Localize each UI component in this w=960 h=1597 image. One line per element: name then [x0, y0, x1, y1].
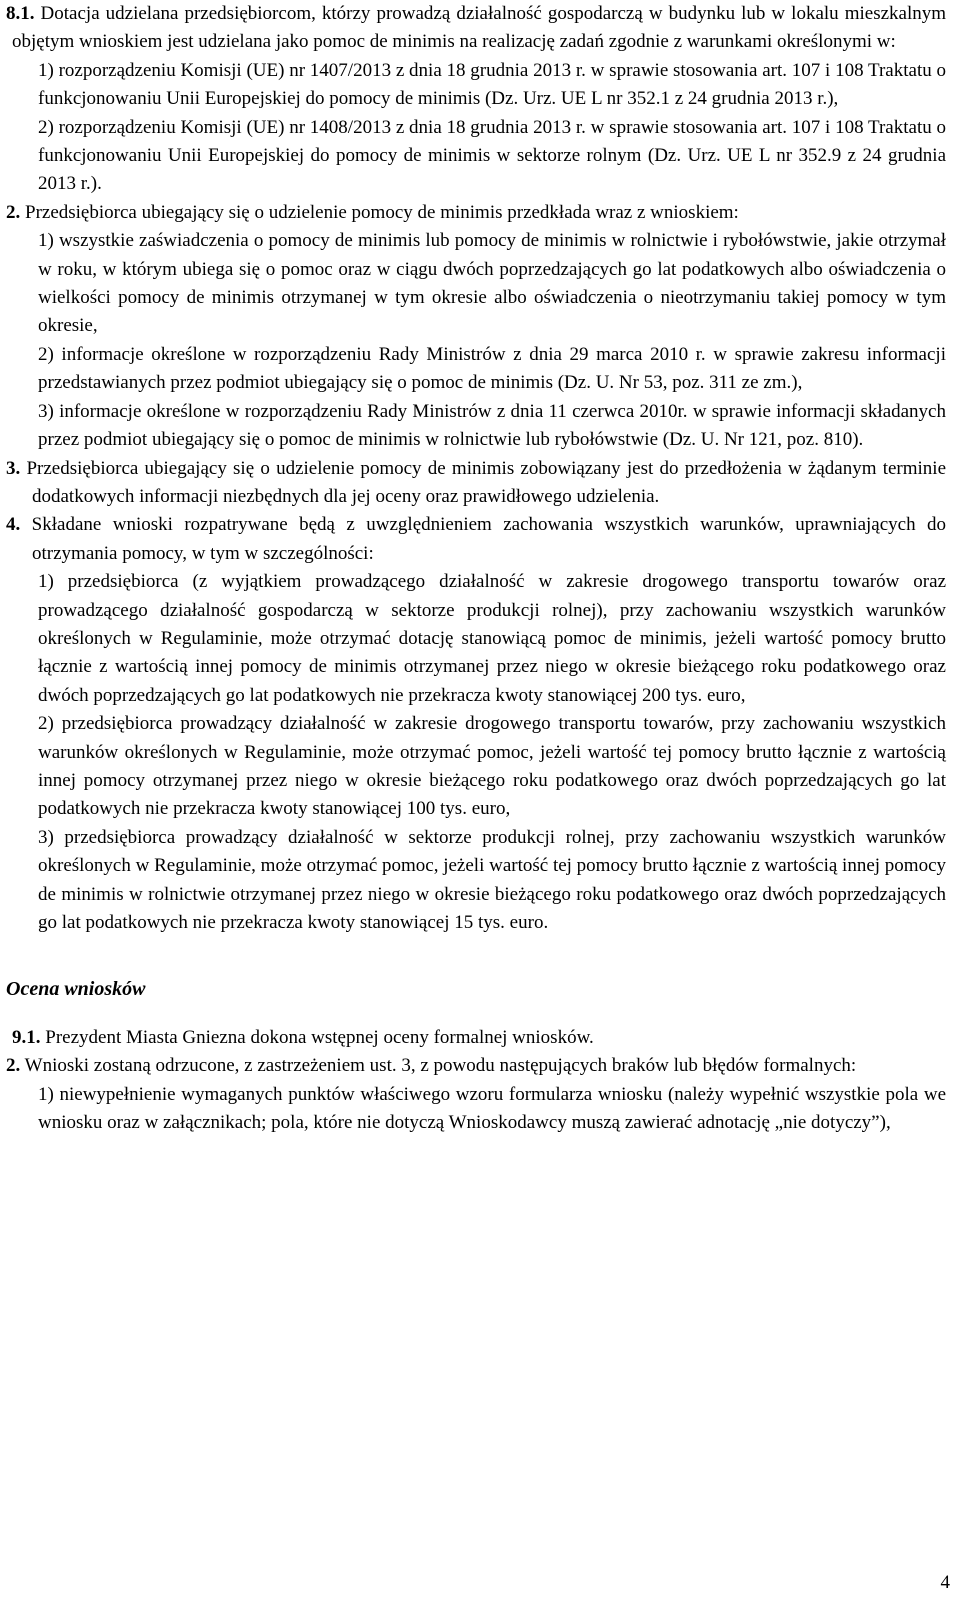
page-number: 4	[940, 1571, 950, 1593]
paragraph-number: 3.	[6, 457, 21, 479]
paragraph-number: 4.	[6, 514, 21, 536]
list-item: 3) przedsiębiorca prowadzący działalność w sektorze produkcji rolnej, przy zachowaniu wszystkich warunków określonych w Regulaminie, może otrzymać pomoc, jeżeli wartość tej pomocy brutto łącznie z wartością innej pomocy de minimis w rolnictwie otrzymanej przez niego w okresie bieżącego roku podatkowego oraz dwóch poprzedzających go lat podatkowych nie przekracza kwoty stanowiącej 15 tys. euro.	[38, 826, 947, 933]
paragraph-8-1	[6, 0, 946, 57]
paragraph-8-2	[6, 199, 946, 227]
paragraph-text: Prezydent Miasta Gniezna dokona wstępnej oceny formalnej wniosków.	[45, 1026, 594, 1048]
list-item: 1) przedsiębiorca (z wyjątkiem prowadzącego działalność w zakresie drogowego transportu towarów oraz prowadzącego działalność gospodarczą w sektorze produkcji rolnej), przy zachowaniu wszystkich warunków określonych w Regulaminie, może otrzymać dotację stanowiącą pomoc de minimis, jeżeli wartość pomocy brutto łącznie z wartością innej pomocy de minimis otrzymanej przez niego w okresie bieżącego roku podatkowego oraz dwóch poprzedzających go lat podatkowych nie przekracza kwoty stanowiącej 200 tys. euro,	[38, 571, 946, 706]
paragraph-number: 8.1.	[6, 3, 35, 24]
list-item: 1) niewypełnienie wymaganych punktów właściwego wzoru formularza wniosku (należy wypełnić wszystkie pola we wniosku oraz w załącznikach; pola, które nie dotyczą Wnioskodawcy muszą zawierać adnotację „nie dotyczy”),	[38, 1083, 946, 1134]
paragraph-number: 9.1.	[12, 1026, 41, 1048]
section-heading: Ocena wniosków	[6, 978, 146, 1001]
paragraph-number: 2.	[6, 1055, 21, 1077]
paragraph-8-4	[6, 511, 946, 568]
list-item: 3) informacje określone w rozporządzeniu Rady Ministrów z dnia 11 czerwca 2010r. w sprawie informacji składanych przez podmiot ubiegający się o pomoc de minimis w rolnictwie lub rybołówstwie (Dz. U. Nr 121, poz. 810).	[38, 400, 946, 451]
document-page	[6, 0, 946, 1137]
paragraph-text: Dotacja udzielana przedsiębiorcom, którzy prowadzą działalność gospodarczą w budynku lub w lokalu mieszkalnym objętym wnioskiem jest udzielana jako pomoc de minimis na realizację zadań zgodnie z warunkami określonymi w:	[12, 3, 947, 53]
list-item: 2) informacje określone w rozporządzeniu Rady Ministrów z dnia 29 marca 2010 r. w sprawie zakresu informacji przedstawianych przez podmiot ubiegający się o pomoc de minimis (Dz. U. Nr 53, poz. 311 ze zm.),	[38, 343, 946, 394]
paragraph-9-2	[6, 1052, 946, 1080]
paragraph-number: 2.	[6, 201, 21, 223]
list-item: 2) przedsiębiorca prowadzący działalność w zakresie drogowego transportu towarów, przy zachowaniu wszystkich warunków określonych w Regulaminie, może otrzymać pomoc, jeżeli wartość tej pomocy brutto łącznie z wartością innej pomocy otrzymanej przez niego w okresie bieżącego roku podatkowego oraz dwóch poprzedzających go lat podatkowych nie przekracza kwoty stanowiącej 100 tys. euro,	[38, 713, 946, 820]
paragraph-text: Przedsiębiorca ubiegający się o udzielenie pomocy de minimis zobowiązany jest do przedłożenia w żądanym terminie dodatkowych informacji niezbędnych dla jej oceny oraz prawidłowego udzielenia.	[26, 457, 946, 507]
paragraph-text: Składane wnioski rozpatrywane będą z uwzględnieniem zachowania wszystkich warunków, uprawniających do otrzymania pomocy, w tym w szczególności:	[31, 514, 946, 564]
list-item: 2) rozporządzeniu Komisji (UE) nr 1408/2013 z dnia 18 grudnia 2013 r. w sprawie stosowania art. 107 i 108 Traktatu o funkcjonowaniu Unii Europejskiej do pomocy de minimis w sektorze rolnym (Dz. Urz. UE L nr 352.9 z 24 grudnia 2013 r.).	[38, 116, 946, 195]
list-item: 1) wszystkie zaświadczenia o pomocy de minimis lub pomocy de minimis w rolnictwie i rybołówstwie, jakie otrzymał w roku, w którym ubiega się o pomoc oraz w ciągu dwóch poprzedzających go lat podatkowych albo oświadczenia o wielkości pomocy de minimis otrzymanej w tym okresie albo oświadczenia o nieotrzymaniu takiej pomocy w tym okresie,	[38, 230, 946, 337]
paragraph-text: Wnioski zostaną odrzucone, z zastrzeżeniem ust. 3, z powodu następujących braków lub błędów formalnych:	[24, 1055, 857, 1077]
paragraph-9-1	[6, 1024, 946, 1052]
paragraph-text: Przedsiębiorca ubiegający się o udzielenie pomocy de minimis przedkłada wraz z wnioskiem:	[25, 201, 739, 223]
paragraph-8-3	[6, 455, 946, 512]
list-item: 1) rozporządzeniu Komisji (UE) nr 1407/2013 z dnia 18 grudnia 2013 r. w sprawie stosowania art. 107 i 108 Traktatu o funkcjonowaniu Unii Europejskiej do pomocy de minimis (Dz. Urz. UE L nr 352.1 z 24 grudnia 2013 r.),	[38, 59, 946, 110]
